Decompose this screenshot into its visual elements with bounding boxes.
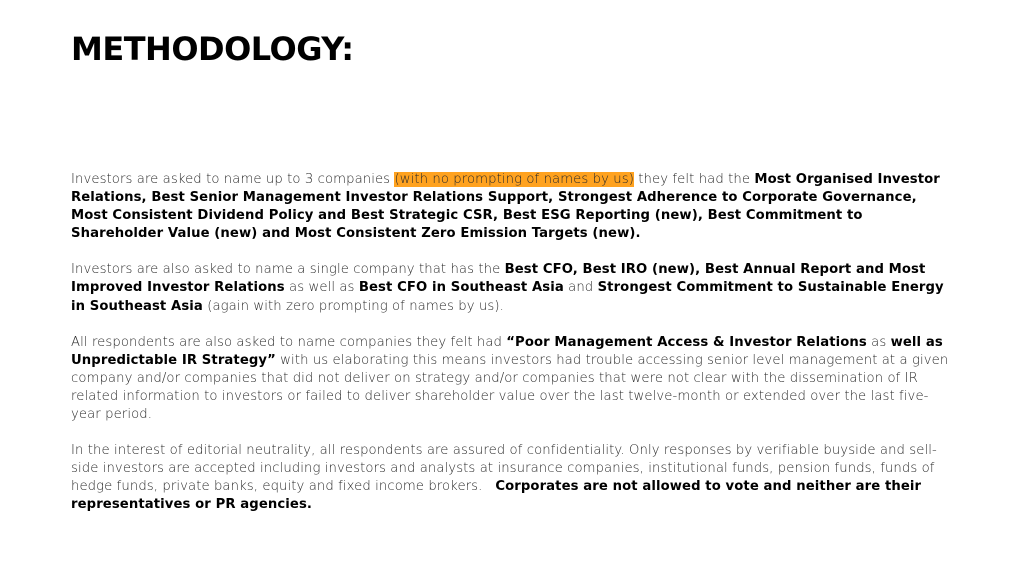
text-segment: as	[866, 334, 891, 350]
bold-text: Most Organised Investor Relations, Best Senior Management Investor Relations Support, Strongest Adherence to Corporate Governance, Most Consistent Dividend Policy and Best Strategic CSR, Best ESG Reporting (new), Best Commitment to Shareholder Value (new) and Most Consistent Zero Emission Targets (new).	[71, 172, 940, 242]
text-segment: (again with zero prompting of names by us).	[202, 298, 504, 314]
paragraph-confidentiality	[71, 442, 956, 514]
bold-text: well as Unpredictable IR Strategy”	[71, 334, 943, 368]
text-segment: All respondents are also asked to name companies they felt had	[71, 334, 507, 350]
text-segment: Investors are asked to name up to 3 companies	[71, 172, 395, 187]
bold-text: Strongest Commitment to Sustainable Energy in Southeast Asia	[71, 280, 944, 314]
text-segment: and	[563, 280, 598, 296]
bold-text: “Poor Management Access & Investor Relations	[506, 334, 867, 350]
bold-text: Best CFO, Best IRO (new), Best Annual Report and Most Improved Investor Relations	[71, 262, 926, 296]
text-segment: In the interest of editorial neutrality, all respondents are assured of confidentiality. Only responses by verifiable buyside and sell-side investors are accepted including investors and analysts at insurance companies, institutional funds, pension funds, funds of hedge funds, private banks, equity and fixed income brokers.	[71, 443, 939, 495]
highlighted-text: (with no prompting of names by us)	[394, 172, 634, 187]
bold-text: Best CFO in Southeast Asia	[358, 280, 564, 296]
methodology-body	[71, 171, 956, 533]
paragraph-award-categories	[71, 171, 956, 243]
paragraph-poor-management	[71, 334, 956, 424]
paragraph-single-company	[71, 261, 956, 315]
text-segment: with us elaborating this means investors had trouble accessing senior level management at a given company and/or companies that did not deliver on strategy and/or companies that were not clear with the dissemination of IR related information to investors or failed to deliver shareholder value over the last twelve-month or extended over the last five-year period.	[71, 352, 949, 423]
text-segment: as well as	[284, 280, 359, 296]
text-segment: Investors are also asked to name a single company that has the	[71, 262, 505, 278]
bold-text: Corporates are not allowed to vote and neither are their representatives or PR agencies.	[71, 479, 922, 513]
text-segment: they felt had the	[633, 172, 755, 187]
page-title: METHODOLOGY:	[71, 30, 354, 68]
